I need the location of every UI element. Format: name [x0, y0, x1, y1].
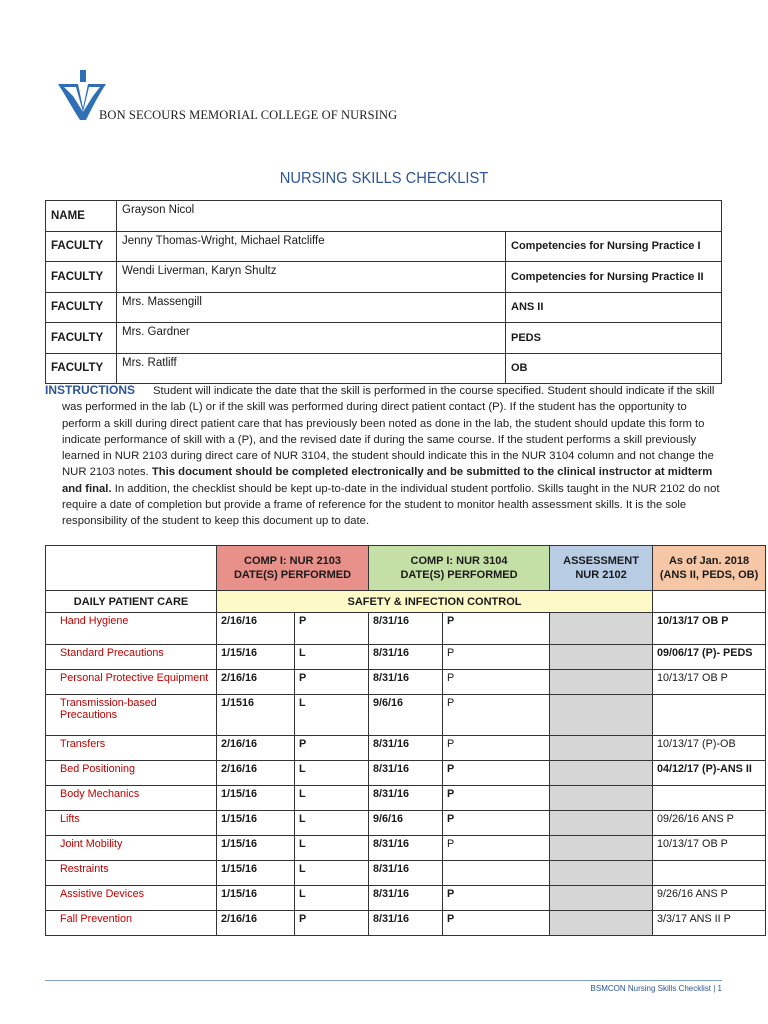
comp1-header-line1: COMP I: NUR 2103 — [244, 555, 341, 567]
faculty-row — [46, 231, 722, 262]
table-row — [46, 811, 766, 836]
assessment-cell — [550, 736, 653, 761]
comp2-date: 8/31/16 — [369, 670, 443, 695]
skill-name: Restraints — [46, 861, 217, 886]
table-row — [46, 886, 766, 911]
table-row — [46, 670, 766, 695]
skills-table — [45, 545, 766, 936]
assessment-cell — [550, 836, 653, 861]
skill-name: Assistive Devices — [46, 886, 217, 911]
skill-header-blank — [46, 546, 217, 591]
comp2-type: P — [443, 911, 550, 936]
faculty-course: PEDS — [506, 323, 722, 354]
skill-name: Standard Precautions — [46, 645, 217, 670]
assessment-cell — [550, 613, 653, 645]
instructions-text: Student will indicate the date that the skill is performed in the course specified. Student should indicate if the skill was performed in the lab (L) or if the skill was performed during direct patient contact (P). If the student has the opportunity to perform a skill during direct patient care that has previously been noted as done in the lab, the student should update this form to indicate performance of skill with a (P), and the revised date if during the same course. If the student performs a skill previously learned in NUR 2103 during direct care of NUR 3104, the student should indicate this in the NUR 3104 column and not change the NUR 2103 notes. — [62, 385, 715, 479]
faculty-row — [46, 292, 722, 323]
comp2-date: 8/31/16 — [369, 861, 443, 886]
comp1-date: 1/15/16 — [217, 811, 295, 836]
comp1-date: 2/16/16 — [217, 670, 295, 695]
comp2-date: 8/31/16 — [369, 911, 443, 936]
asof-value: 9/26/16 ANS P — [653, 886, 766, 911]
comp2-type: P — [443, 761, 550, 786]
instructions-bold-text: This document should be completed electronically and be submitted to the clinical instructor at midterm and final. — [62, 466, 713, 495]
assessment-header-line2: NUR 2102 — [575, 569, 627, 581]
skill-name: Hand Hygiene — [46, 613, 217, 645]
comp1-date: 2/16/16 — [217, 613, 295, 645]
assessment-header-line1: ASSESSMENT — [563, 555, 639, 567]
comp1-type: P — [295, 670, 369, 695]
comp1-header-line2: DATE(S) PERFORMED — [233, 569, 352, 581]
skill-name: Lifts — [46, 811, 217, 836]
asof-value: 3/3/17 ANS II P — [653, 911, 766, 936]
comp1-date: 1/1516 — [217, 695, 295, 736]
table-row — [46, 861, 766, 886]
college-name: BON SECOURS MEMORIAL COLLEGE OF NURSING — [99, 108, 398, 122]
skill-name: Joint Mobility — [46, 836, 217, 861]
assessment-cell — [550, 886, 653, 911]
faculty-label: FACULTY — [46, 323, 117, 354]
faculty-value: Mrs. Gardner — [117, 323, 506, 354]
name-value: Grayson Nicol — [117, 201, 722, 232]
asof-value: 10/13/17 OB P — [653, 670, 766, 695]
skill-rows — [46, 613, 766, 936]
comp2-type: P — [443, 811, 550, 836]
comp2-type: P — [443, 695, 550, 736]
faculty-course: OB — [506, 353, 722, 384]
comp2-header-line1: COMP I: NUR 3104 — [410, 555, 508, 567]
comp1-date: 1/15/16 — [217, 836, 295, 861]
comp1-date: 1/15/16 — [217, 645, 295, 670]
section-label: DAILY PATIENT CARE — [46, 591, 217, 613]
asof-value: 10/13/17 OB P — [653, 836, 766, 861]
assessment-cell — [550, 811, 653, 836]
asof-value — [653, 861, 766, 886]
student-info-table — [45, 200, 722, 384]
skill-name: Personal Protective Equipment — [46, 670, 217, 695]
faculty-course: ANS II — [506, 292, 722, 323]
faculty-label: FACULTY — [46, 262, 117, 293]
faculty-label: FACULTY — [46, 231, 117, 262]
comp1-type: P — [295, 613, 369, 645]
name-label: NAME — [46, 201, 117, 232]
comp2-type: P — [443, 645, 550, 670]
assessment-cell — [550, 786, 653, 811]
comp1-header — [217, 546, 369, 591]
comp2-type: P — [443, 886, 550, 911]
skill-name: Transmission-based Precautions — [46, 695, 217, 736]
comp2-type: P — [443, 736, 550, 761]
table-row — [46, 645, 766, 670]
comp1-type: L — [295, 786, 369, 811]
faculty-value: Mrs. Ratliff — [117, 353, 506, 384]
asof-value: 10/13/17 OB P — [653, 613, 766, 645]
section-title: SAFETY & INFECTION CONTROL — [217, 591, 653, 613]
assessment-cell — [550, 761, 653, 786]
skills-header-row — [46, 546, 766, 591]
assessment-cell — [550, 861, 653, 886]
comp2-type: P — [443, 786, 550, 811]
comp2-date: 8/31/16 — [369, 613, 443, 645]
instructions-text-2: In addition, the checklist should be kept up-to-date in the individual student portfolio. Skills taught in the NUR 2102 do not require a date of completion but provide a frame of reference for the student to monitor health assessment skills. It is the sole responsibility of the student to keep this document up to date. — [62, 482, 720, 528]
skill-name: Transfers — [46, 736, 217, 761]
page-footer: BSMCON Nursing Skills Checklist | 1 — [590, 984, 722, 993]
comp1-type: L — [295, 645, 369, 670]
assessment-header — [550, 546, 653, 591]
faculty-row — [46, 262, 722, 293]
comp1-type: L — [295, 695, 369, 736]
asof-value: 09/06/17 (P)- PEDS — [653, 645, 766, 670]
assessment-cell — [550, 645, 653, 670]
comp1-date: 1/15/16 — [217, 886, 295, 911]
comp1-date: 1/15/16 — [217, 786, 295, 811]
comp2-date: 8/31/16 — [369, 761, 443, 786]
comp1-type: P — [295, 911, 369, 936]
comp2-type: P — [443, 836, 550, 861]
comp2-date: 8/31/16 — [369, 645, 443, 670]
faculty-row — [46, 323, 722, 354]
comp1-type: L — [295, 861, 369, 886]
comp2-type: P — [443, 613, 550, 645]
table-row — [46, 761, 766, 786]
assessment-cell — [550, 695, 653, 736]
comp2-date: 8/31/16 — [369, 736, 443, 761]
assessment-cell — [550, 670, 653, 695]
asof-header — [653, 546, 766, 591]
page-title: NURSING SKILLS CHECKLIST — [279, 170, 489, 187]
asof-value: 10/13/17 (P)-OB — [653, 736, 766, 761]
comp2-date: 9/6/16 — [369, 811, 443, 836]
faculty-label: FACULTY — [46, 292, 117, 323]
table-row — [46, 786, 766, 811]
table-row — [46, 836, 766, 861]
comp2-date: 9/6/16 — [369, 695, 443, 736]
name-row — [46, 201, 722, 232]
comp1-type: L — [295, 761, 369, 786]
instructions — [45, 382, 727, 530]
table-row — [46, 613, 766, 645]
skill-name: Bed Positioning — [46, 761, 217, 786]
instructions-heading: INSTRUCTIONS — [45, 383, 135, 397]
comp1-date: 2/16/16 — [217, 736, 295, 761]
faculty-course: Competencies for Nursing Practice II — [506, 262, 722, 293]
comp2-date: 8/31/16 — [369, 836, 443, 861]
faculty-course: Competencies for Nursing Practice I — [506, 231, 722, 262]
asof-value: 04/12/17 (P)-ANS II — [653, 761, 766, 786]
comp1-date: 2/16/16 — [217, 911, 295, 936]
skill-name: Body Mechanics — [46, 786, 217, 811]
asof-header-line2: (ANS II, PEDS, OB) — [659, 569, 759, 581]
table-row — [46, 695, 766, 736]
comp1-type: L — [295, 886, 369, 911]
comp1-type: P — [295, 736, 369, 761]
asof-value: 09/26/16 ANS P — [653, 811, 766, 836]
comp2-date: 8/31/16 — [369, 886, 443, 911]
comp2-header — [369, 546, 550, 591]
faculty-label: FACULTY — [46, 353, 117, 384]
section-row — [46, 591, 766, 613]
comp2-date: 8/31/16 — [369, 786, 443, 811]
comp1-type: L — [295, 811, 369, 836]
comp1-date: 1/15/16 — [217, 861, 295, 886]
section-blank — [653, 591, 766, 613]
assessment-cell — [550, 911, 653, 936]
table-row — [46, 911, 766, 936]
table-row — [46, 736, 766, 761]
comp1-date: 2/16/16 — [217, 761, 295, 786]
asof-value — [653, 695, 766, 736]
comp2-type: P — [443, 670, 550, 695]
asof-value — [653, 786, 766, 811]
comp2-header-line2: DATE(S) PERFORMED — [400, 569, 518, 581]
faculty-value: Mrs. Massengill — [117, 292, 506, 323]
comp1-type: L — [295, 836, 369, 861]
asof-header-line1: As of Jan. 2018 — [668, 555, 750, 567]
faculty-value: Jenny Thomas-Wright, Michael Ratcliffe — [117, 231, 506, 262]
skill-name: Fall Prevention — [46, 911, 217, 936]
footer-divider — [45, 980, 722, 981]
faculty-row — [46, 353, 722, 384]
comp2-type — [443, 861, 550, 886]
faculty-value: Wendi Liverman, Karyn Shultz — [117, 262, 506, 293]
